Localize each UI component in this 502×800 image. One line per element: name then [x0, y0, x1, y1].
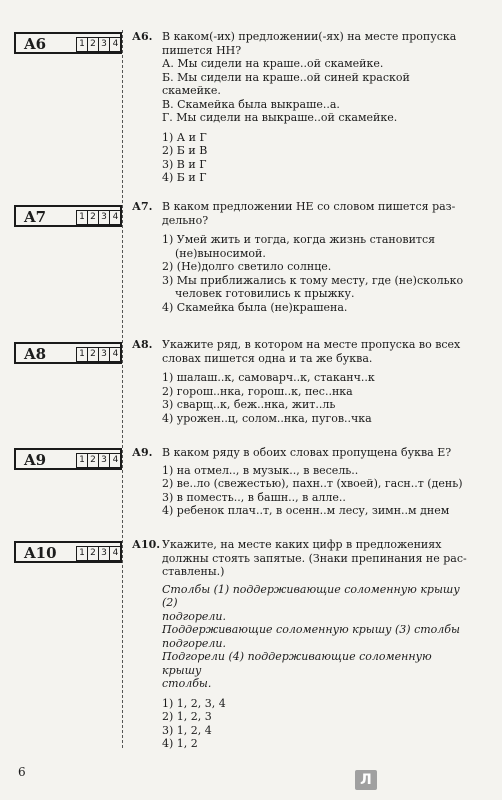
sentence: А. Мы сидели на краше..ой скамейке.	[162, 57, 384, 70]
answer-option: 1) А и Г	[162, 130, 207, 144]
question-text: В каком предложении НЕ со словом пишется раз-	[162, 200, 456, 213]
answer-box-label: A7	[24, 208, 47, 226]
answer-option: 2) ве..ло (свежестью), пахн..т (хвоей), гасн..т (день)	[162, 477, 463, 490]
question-a6	[132, 30, 472, 185]
answer-option: 2) 1, 2, 3	[162, 710, 212, 723]
answer-cell[interactable]: 3	[99, 547, 110, 560]
answer-box-a7[interactable]	[14, 205, 122, 227]
question-text: дельно?	[162, 213, 209, 227]
answer-cell[interactable]: 3	[99, 454, 110, 467]
answer-box-a8[interactable]	[14, 342, 122, 364]
answer-option: 1) 1, 2, 3, 4	[162, 696, 226, 710]
answer-cell[interactable]: 3	[99, 348, 110, 361]
answer-cell[interactable]: 2	[88, 547, 99, 560]
answer-option: 3) в поместь.., в башн.., в алле..	[162, 490, 346, 504]
sentence: Г. Мы сидели на выкраше..ой скамейке.	[162, 111, 398, 124]
answer-option: 2) (Не)долго светило солнце.	[162, 260, 332, 273]
answer-option: 1) на отмел.., в музык.., в весель..	[162, 463, 359, 477]
sentence: столбы.	[162, 677, 212, 690]
question-a7	[132, 200, 472, 314]
answer-box-a10[interactable]	[14, 541, 122, 563]
answer-cell[interactable]: 2	[88, 211, 99, 224]
answer-cell[interactable]: 4	[112, 39, 119, 49]
dashed-divider	[122, 30, 123, 748]
question-number: А8.	[132, 338, 153, 351]
answer-cell[interactable]: 1	[77, 211, 88, 224]
question-text: В каком(-их) предложении(-ях) на месте пропуска	[162, 30, 457, 43]
question-number: А6.	[132, 30, 153, 43]
answer-option: 3) 1, 2, 4	[162, 723, 212, 737]
question-text: ставлены.)	[162, 565, 225, 578]
answer-option: 1) шалаш..к, самоварч..к, стаканч..к	[162, 371, 375, 384]
answer-option: 3) Мы приближались к тому месту, где (не)сколько	[162, 273, 464, 287]
question-a9	[132, 446, 472, 518]
sentence: подгорели.	[162, 609, 226, 623]
question-a8	[132, 338, 472, 425]
sentence: Поддерживающие соломенную крышу (3) столбы	[162, 623, 460, 636]
answer-option: 4) ребенок плач..т, в осенн..м лесу, зимн..м днем	[162, 504, 450, 517]
answer-cell[interactable]: 2	[88, 38, 99, 51]
question-a10	[132, 538, 472, 751]
sentence: подгорели.	[162, 636, 226, 650]
answer-box-label: A10	[24, 544, 57, 562]
answer-cell[interactable]: 1	[77, 348, 88, 361]
sentence: Столбы (1) поддерживающие соломенную крышу (2)	[162, 582, 460, 609]
sentence: Б. Мы сидели на краше..ой синей краской скамейке.	[162, 70, 410, 97]
sentence: В. Скамейка была выкраше..а.	[162, 97, 340, 111]
answer-box-label: A9	[24, 451, 47, 469]
answer-option: 2) Б и В	[162, 144, 208, 157]
answer-option: человек готовились к прыжку.	[175, 287, 355, 300]
answer-cell[interactable]: 2	[88, 348, 99, 361]
answer-cell[interactable]: 4	[112, 548, 119, 558]
answer-option: (не)выносимой.	[175, 246, 266, 260]
answer-cell[interactable]: 1	[77, 38, 88, 51]
answer-option: 4) Б и Г	[162, 171, 207, 184]
question-number: А7.	[132, 200, 153, 213]
answer-box-label: A6	[24, 35, 47, 53]
question-text: словах пишется одна и та же буква.	[162, 351, 373, 365]
answer-cell[interactable]: 3	[99, 211, 110, 224]
answer-box-label: A8	[24, 345, 47, 363]
answer-cell[interactable]: 4	[112, 212, 119, 222]
answer-option: 4) 1, 2	[162, 737, 198, 750]
answer-cell[interactable]: 3	[99, 38, 110, 51]
answer-option: 4) урожен..ц, солом..нка, пугов..чка	[162, 411, 372, 425]
page-number: 6	[18, 765, 26, 779]
answer-cell[interactable]: 4	[112, 455, 119, 465]
answer-option: 4) Скамейка была (не)крашена.	[162, 300, 348, 314]
question-text: пишется НН?	[162, 43, 242, 57]
answer-option: 3) сварщ..к, беж..нка, жит..ль	[162, 398, 336, 411]
question-text: должны стоять запятые. (Знаки препинания не рас-	[162, 551, 467, 565]
answer-option: 1) Умей жить и тогда, когда жизнь становится	[162, 233, 436, 246]
answer-cell[interactable]: 1	[77, 454, 88, 467]
answer-box-a6[interactable]	[14, 32, 122, 54]
answer-cell[interactable]: 1	[77, 547, 88, 560]
question-number: А10.	[132, 538, 161, 551]
answer-cell[interactable]: 4	[112, 349, 119, 359]
publisher-logo-icon: Л	[355, 770, 377, 790]
answer-option: 2) горош..нка, горош..к, пес..нка	[162, 384, 353, 398]
sentence: Подгорели (4) поддерживающие соломенную крышу	[162, 650, 432, 677]
answer-box-a9[interactable]	[14, 448, 122, 470]
answer-option: 3) В и Г	[162, 157, 207, 171]
question-text: Укажите, на месте каких цифр в предложениях	[162, 538, 442, 551]
answer-cell[interactable]: 2	[88, 454, 99, 467]
question-text: Укажите ряд, в котором на месте пропуска во всех	[162, 338, 461, 351]
question-text: В каком ряду в обоих словах пропущена буква Е?	[162, 446, 452, 459]
question-number: А9.	[132, 446, 153, 459]
